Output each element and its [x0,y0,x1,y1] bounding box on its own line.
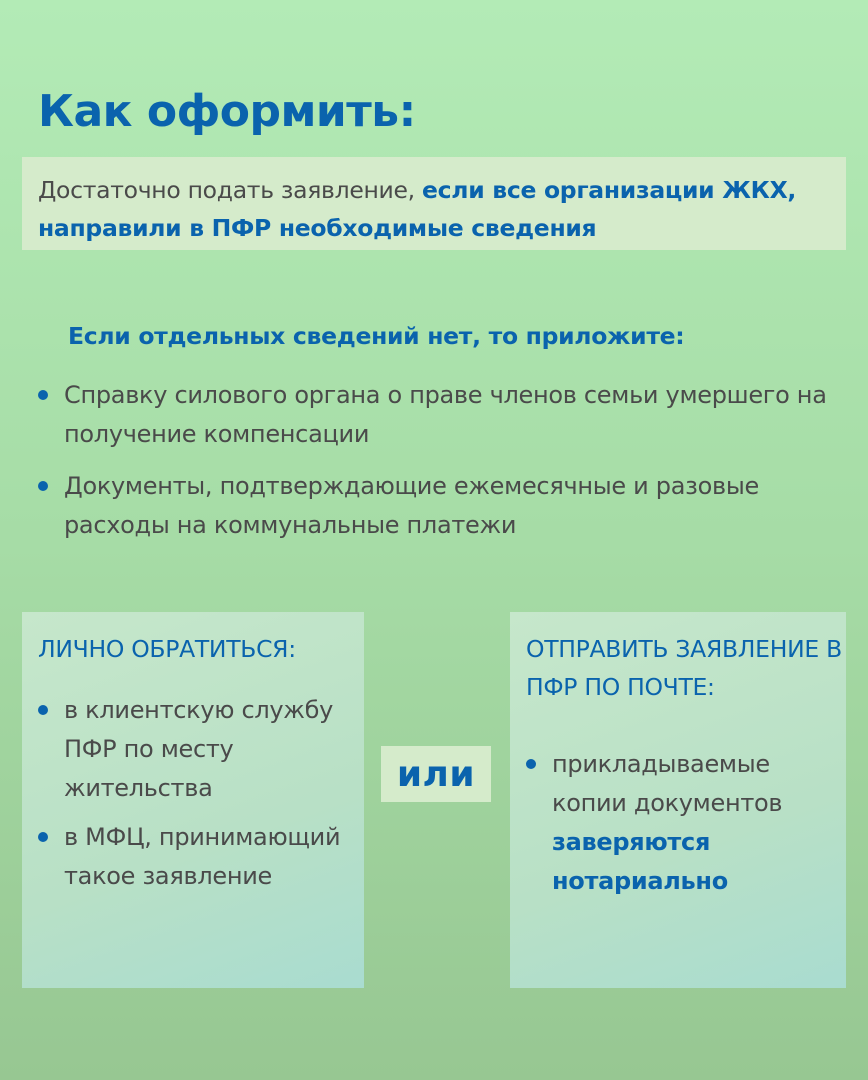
intro-text: Достаточно подать заявление, [38,176,423,204]
list-item-text: Документы, подтверждающие ежемесячные и разовые расходы на коммунальные платежи [64,472,759,539]
list-item-text: Справку силового органа о праве членов семьи умершего на получение компенсации [64,381,827,448]
list-item [38,467,838,545]
in-person-card [22,612,364,988]
or-badge: или [381,746,491,802]
by-mail-title: ОТПРАВИТЬ ЗАЯВЛЕНИЕ В ПФР ПО ПОЧТЕ: [526,635,842,701]
documents-list [38,376,838,558]
bullet-icon [38,390,48,400]
intro-box [22,157,846,250]
list-item-text: в клиентскую службу ПФР по месту жительства [64,696,334,802]
list-item-text: в МФЦ, принимающий такое заявление [64,823,341,890]
bullet-icon [526,759,536,769]
list-item [38,376,838,454]
bullet-icon [38,832,48,842]
list-item-text: прикладываемые копии документов [552,750,783,817]
in-person-list [38,691,364,896]
page-title: Как оформить: [38,86,416,137]
documents-heading: Если отдельных сведений нет, то приложите: [68,322,685,350]
intro-highlight: если все организации ЖКХ, направили в ПФР необходимые сведения [38,176,797,242]
list-item [526,745,846,901]
in-person-title: ЛИЧНО ОБРАТИТЬСЯ: [38,635,296,663]
bullet-icon [38,705,48,715]
list-item-highlight: заверяются нотариально [552,828,728,895]
list-item [38,818,364,896]
by-mail-card [510,612,846,988]
list-item [38,691,364,808]
bullet-icon [38,481,48,491]
by-mail-list [526,745,846,901]
